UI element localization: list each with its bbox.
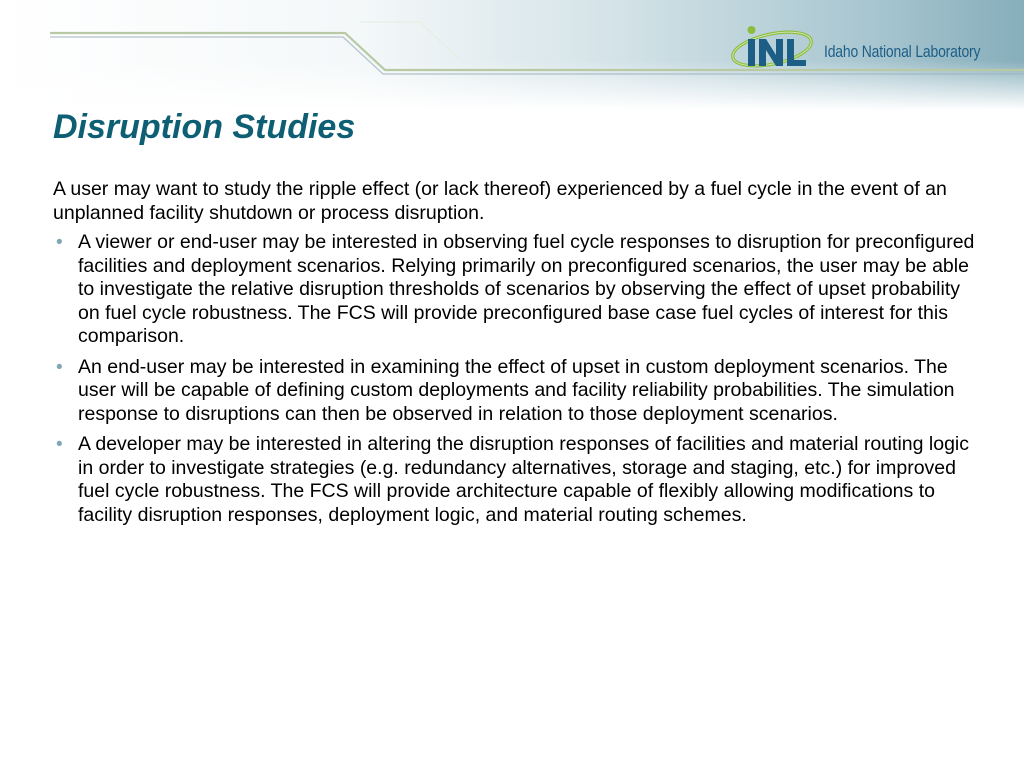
bullet-text: A developer may be interested in altering the disruption responses of facilities and material routing logic in order to investigate strategies (e.g. redundancy alternatives, storage and staging, etc.) for improved fuel cycle robustness. The FCS will provide architecture capable of flexibly allowing modifications to facility disruption responses, deployment logic, and material routing schemes.	[78, 433, 970, 526]
bullet-list	[53, 231, 983, 527]
bullet-text: A viewer or end-user may be interested in observing fuel cycle responses to disruption for preconfigured facilities and deployment scenarios. Relying primarily on preconfigured scenarios, the user may be able to investigate the relative disruption thresholds of scenarios by observing the effect of upset probability on fuel cycle robustness. The FCS will provide preconfigured base case fuel cycles of interest for this comparison.	[78, 231, 975, 347]
bullet-item	[53, 433, 983, 527]
bullet-item	[53, 231, 983, 349]
slide-title: Disruption Studies	[53, 108, 356, 146]
bullet-dot-icon: •	[56, 434, 63, 455]
inl-logo	[730, 18, 990, 78]
bullet-dot-icon: •	[56, 356, 63, 378]
bullet-dot-icon: •	[56, 232, 63, 253]
logo-text: Idaho National Laboratory	[824, 42, 981, 61]
bullet-text: An end-user may be interested in examining the effect of upset in custom deployment scenarios. The user will be capable of defining custom deployments and facility reliability probabilities. The simulation response to disruptions can then be observed in relation to those deployment scenarios.	[78, 355, 955, 425]
bullet-item	[53, 356, 983, 427]
inl-logo-mark-icon	[730, 18, 820, 78]
intro-paragraph: A user may want to study the ripple effect (or lack thereof) experienced by a fuel cycle in the event of an unplanned facility shutdown or process disruption.	[53, 178, 947, 224]
slide-content	[53, 178, 983, 534]
